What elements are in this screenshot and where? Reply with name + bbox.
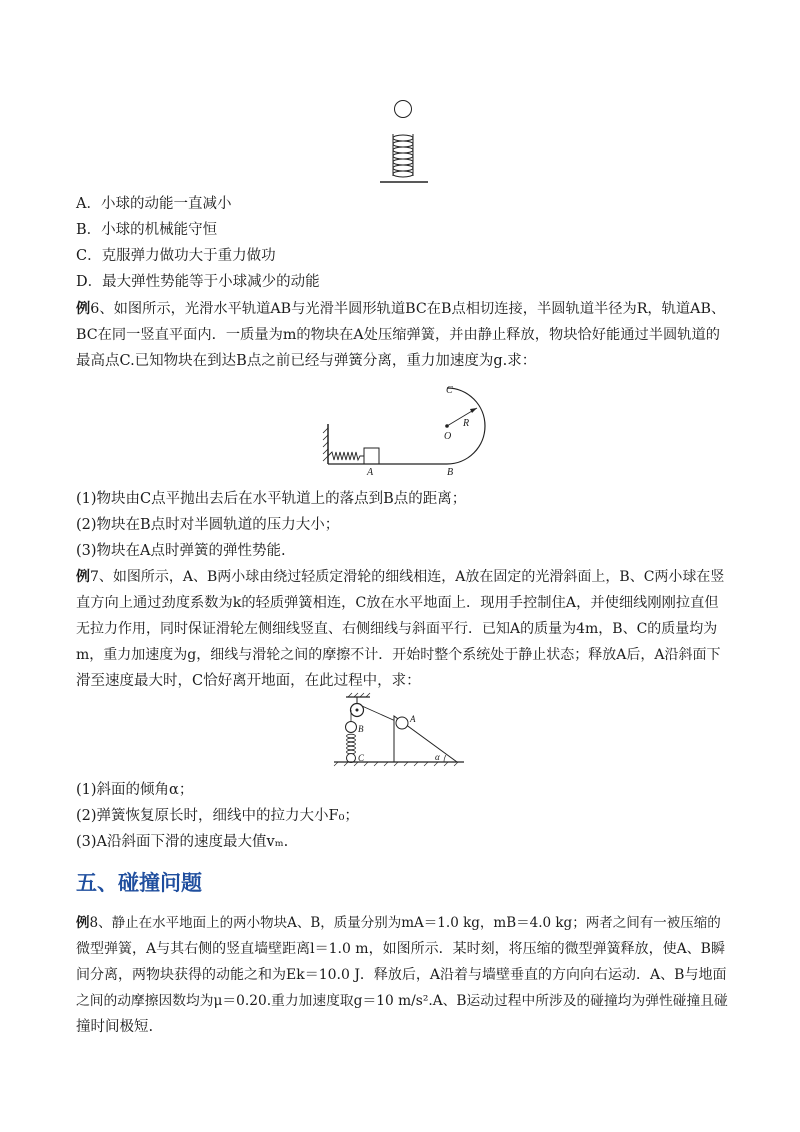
ex7-line-3: 无拉力作用，同时保证滑轮左侧细线竖直、右侧细线与斜面平行．已知A的质量为4m，B、C的质量均为 <box>76 621 718 637</box>
label-c: C <box>358 753 365 763</box>
block <box>364 448 379 464</box>
label-b: B <box>447 467 454 478</box>
ex8-line-2: 微型弹簧，A与其右侧的竖直墙壁距离l＝1.0 m，如图所示．某时刻，将压缩的微型弹簧释放，使A、B瞬 <box>76 941 725 957</box>
ex6-line-3: 最高点C.已知物块在到达B点之前已经与弹簧分离，重力加速度为g.求： <box>76 353 537 369</box>
ex8-line-3: 间分离，两物块获得的动能之和为Ek＝10.0 J．释放后，A沿着与墙壁垂直的方向向右运动．A、B与地面 <box>76 967 727 983</box>
ex7-line-2: 直方向上通过劲度系数为k的轻质弹簧相连，C放在水平地面上．现用手控制住A，并使细线刚刚拉直但 <box>76 595 719 611</box>
ex7-line-5: 滑至速度最大时，C恰好离开地面，在此过程中，求： <box>76 673 421 689</box>
ex6-question-1: (1)物块由C点平抛出去后在水平轨道上的落点到B点的距离； <box>76 491 467 507</box>
label-c: C <box>446 385 453 396</box>
ex7-question-3: (3)A沿斜面下滑的速度最大值vₘ. <box>76 834 289 850</box>
ex6-line-1: 例6、如图所示，光滑水平轨道AB与光滑半圆形轨道BC在B点相切连接，半圆轨道半径为R，轨道AB、 <box>76 301 726 317</box>
label-a: A <box>367 467 374 478</box>
ex7-line-4: m，重力加速度为g，细线与滑轮之间的摩擦不计．开始时整个系统处于静止状态；释放A后，A沿斜面下 <box>76 647 721 663</box>
ex6-line-2: BC在同一竖直平面内．一质量为m的物块在A处压缩弹簧，并由静止释放，物块恰好能通过半圆轨道的 <box>76 327 720 343</box>
ex6-label: 例 <box>76 301 91 317</box>
spring-bc <box>347 734 356 754</box>
label-a: A <box>410 714 416 724</box>
ex8-line-5: 撞时间极短. <box>76 1019 154 1035</box>
ball-b <box>346 722 357 733</box>
option-a: A．小球的动能一直减小 <box>76 196 232 212</box>
ex7-question-1: (1)斜面的倾角α； <box>76 782 194 798</box>
spring <box>393 134 413 177</box>
ex7-label: 例 <box>76 569 90 585</box>
label-o: O <box>444 431 452 442</box>
section-heading: 五、碰撞问题 <box>76 871 202 895</box>
ball <box>395 101 412 118</box>
ex8-label: 例 <box>76 915 90 931</box>
ball-spring-figure <box>370 96 440 188</box>
ex7-question-2: (2)弹簧恢复原长时，细线中的拉力大小F₀； <box>76 808 359 824</box>
ball-a <box>396 717 408 729</box>
ex6-question-3: (3)物块在A点时弹簧的弹性势能. <box>76 543 286 559</box>
track-figure <box>320 380 500 480</box>
label-alpha: α <box>435 752 440 762</box>
option-b: B．小球的机械能守恒 <box>76 222 218 238</box>
label-r: R <box>463 418 470 429</box>
ex6-question-2: (2)物块在B点时对半圆轨道的压力大小； <box>76 517 340 533</box>
option-d: D．最大弹性势能等于小球减少的动能 <box>76 274 320 290</box>
ex8-line-1: 例8、静止在水平地面上的两小物块A、B，质量分别为mA＝1.0 kg，mB＝4.0 kg；两者之间有一被压缩的 <box>76 915 721 931</box>
ex8-line-4: 之间的动摩擦因数均为μ＝0.20.重力加速度取g＝10 m/s².A、B运动过程中所涉及的碰撞均为弹性碰撞且碰 <box>76 993 728 1009</box>
ex7-line-1: 例7、如图所示，A、B两小球由绕过轻质定滑轮的细线相连，A放在固定的光滑斜面上，B、C两小球在竖 <box>76 569 725 585</box>
option-c: C．克服弹力做功大于重力做功 <box>76 248 276 264</box>
pulley-incline-figure <box>330 692 470 768</box>
label-b: B <box>358 724 364 734</box>
ball-c <box>347 754 356 763</box>
compressed-spring <box>328 452 364 460</box>
